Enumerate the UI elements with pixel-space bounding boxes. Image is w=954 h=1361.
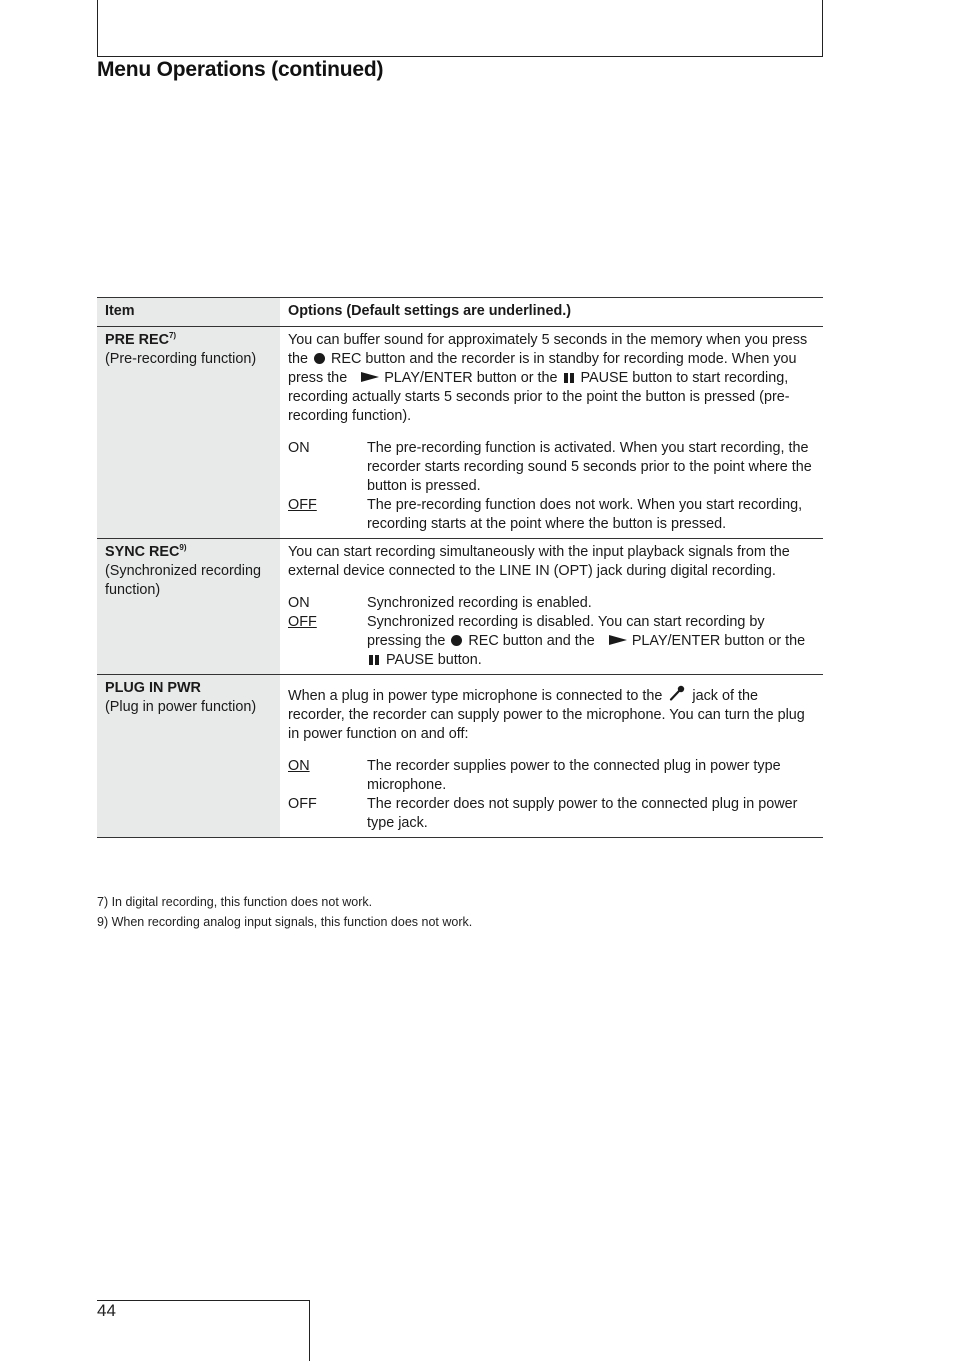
option-row-on xyxy=(288,594,817,613)
option-row-off xyxy=(288,613,817,670)
item-name: PLUG IN PWR xyxy=(105,680,201,696)
column-header-options: Options (Default settings are underlined.) xyxy=(280,298,823,327)
option-description: You can start recording simultaneously with the input playback signals from the external device connected to the LINE IN (OPT) jack during digital recording. xyxy=(288,544,790,579)
table-row-pre-rec xyxy=(97,327,823,539)
option-text: The pre-recording function is activated. When you start recording, the recorder starts recording sound 5 seconds prior to the point where the button is pressed. xyxy=(367,440,812,494)
options-cell xyxy=(280,675,823,838)
option-text: The pre-recording function does not work. When you start recording, recording starts at the point where the button is pressed. xyxy=(367,497,803,532)
footnote-ref: 9) xyxy=(179,543,187,552)
item-cell xyxy=(97,327,280,539)
play-triangle-icon xyxy=(609,635,627,645)
item-name: PRE REC$^{7)}$ xyxy=(105,331,177,348)
item-description: (Synchronized recording function) xyxy=(105,563,261,598)
footnote-9: 9) When recording analog input signals, this function does not work. xyxy=(97,915,473,929)
option-key: ON xyxy=(288,595,310,611)
microphone-icon xyxy=(669,685,685,701)
record-dot-icon xyxy=(314,353,325,364)
option-key-default: ON xyxy=(288,758,310,774)
item-description: (Plug in power function) xyxy=(105,699,257,715)
page-title: Menu Operations (continued) xyxy=(97,58,384,81)
option-key: OFF xyxy=(288,796,317,812)
option-row-on xyxy=(288,439,817,496)
option-row-on xyxy=(288,757,817,795)
option-key-default: OFF xyxy=(288,614,317,630)
footer-frame xyxy=(97,1300,310,1361)
table-row-sync-rec xyxy=(97,539,823,675)
option-row-off xyxy=(288,795,817,833)
option-key-default: OFF xyxy=(288,497,317,513)
footnote-7: 7) In digital recording, this function does not work. xyxy=(97,895,373,909)
item-cell xyxy=(97,675,280,838)
page-number: 44 xyxy=(97,1301,116,1320)
column-header-item: Item xyxy=(97,298,280,327)
option-text: Synchronized recording is enabled. xyxy=(367,595,592,611)
table-header-row xyxy=(97,298,823,327)
pause-bars-icon xyxy=(369,655,380,665)
table-row-plug-in-pwr xyxy=(97,675,823,838)
option-text: The recorder supplies power to the connected plug in power type microphone. xyxy=(367,758,781,793)
item-name: SYNC REC$^{9)}$ xyxy=(105,543,187,560)
option-key: ON xyxy=(288,440,310,456)
footnote-ref: 7) xyxy=(168,331,177,340)
options-cell xyxy=(280,539,823,675)
menu-options-table xyxy=(97,297,823,838)
item-description: (Pre-recording function) xyxy=(105,351,257,367)
option-text: The recorder does not supply power to the connected plug in power type jack. xyxy=(367,796,798,831)
header-frame xyxy=(97,0,823,57)
footnotes xyxy=(97,892,472,932)
record-dot-icon xyxy=(451,635,462,646)
option-row-off xyxy=(288,496,817,534)
option-description: When a plug in power type microphone is connected to the jack of the recorder, the recorder can supply power to the microphone. You can turn the plug in power function on and off: xyxy=(288,685,817,744)
item-cell xyxy=(97,539,280,675)
play-triangle-icon xyxy=(361,372,379,382)
pause-bars-icon xyxy=(564,373,575,383)
option-description: You can buffer sound for approximately 5 seconds in the memory when you press the REC button and the recorder is in standby for recording mode. When you press the PLAY/ENTER button or the PAUSE button to start recording, recording actually starts 5 seconds prior to the point the button is pressed (pre-recording function). xyxy=(288,332,808,424)
options-cell xyxy=(280,327,823,539)
option-text: Synchronized recording is disabled. You can start recording by pressing the REC button and the PLAY/ENTER button or the PAUSE button. xyxy=(367,614,806,668)
